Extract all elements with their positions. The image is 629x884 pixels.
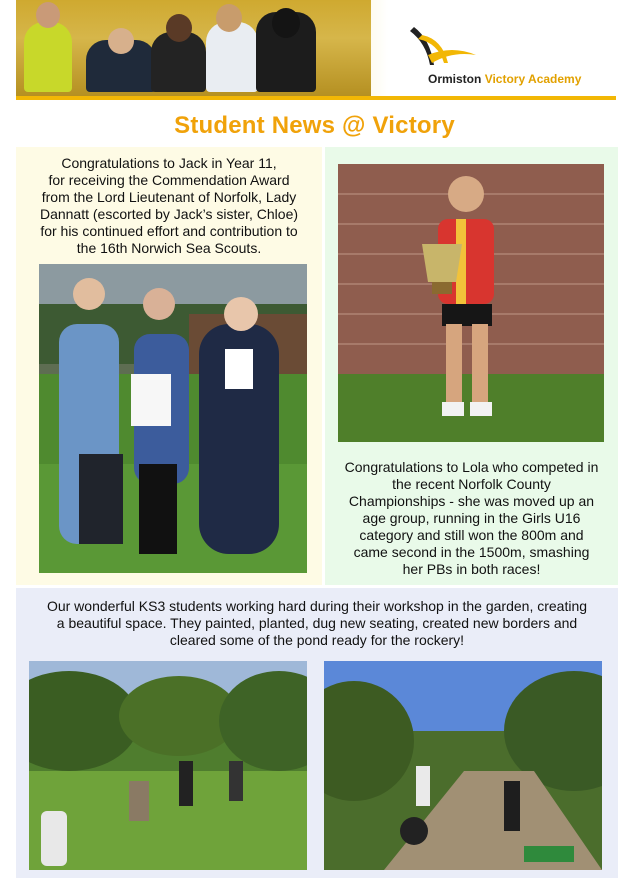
story-line: came second in the 1500m, smashing [353, 544, 590, 560]
garden-workshop-photo-2 [324, 661, 602, 870]
garden-story-text [16, 598, 618, 649]
logo-word-ormiston: Ormiston [428, 72, 482, 86]
page-title: Student News @ Victory [174, 112, 455, 139]
story-line: Congratulations to Lola who competed in [344, 459, 599, 475]
story-line: for receiving the Commendation Award [48, 172, 290, 188]
athletics-story-text [325, 459, 618, 578]
students-banner-photo [16, 0, 371, 96]
academy-logo [406, 25, 596, 90]
story-line: for his continued effort and contribution to [40, 223, 298, 239]
logo-word-victory: Victory Academy [484, 72, 582, 86]
story-line: age group, running in the Girls U16 [362, 510, 581, 526]
academy-logo-icon [408, 25, 478, 71]
logo-text [428, 72, 581, 86]
story-line: Dannatt (escorted by Jack’s sister, Chloe) [39, 206, 299, 222]
story-line: the 16th Norwich Sea Scouts. [76, 240, 262, 256]
garden-workshop-photo-1 [29, 661, 307, 870]
story-line: cleared some of the pond ready for the rockery! [169, 632, 465, 648]
story-line: Congratulations to Jack in Year 11, [61, 155, 277, 171]
header-divider [16, 96, 616, 100]
story-line: a beautiful space. They painted, planted, dug new seating, created new borders and [56, 615, 578, 631]
award-story-text [16, 155, 322, 257]
header-banner [16, 0, 616, 100]
story-line: Our wonderful KS3 students working hard during their workshop in the garden, creating [46, 598, 588, 614]
award-ceremony-photo [39, 264, 307, 573]
story-line: the recent Norfolk County [392, 476, 551, 492]
story-line: her PBs in both races! [402, 561, 541, 577]
story-line: from the Lord Lieutenant of Norfolk, Lady [41, 189, 297, 205]
athletics-trophy-photo [338, 164, 604, 442]
story-line: category and still won the 800m and [359, 527, 584, 543]
story-line: Championships - she was moved up an [348, 493, 595, 509]
